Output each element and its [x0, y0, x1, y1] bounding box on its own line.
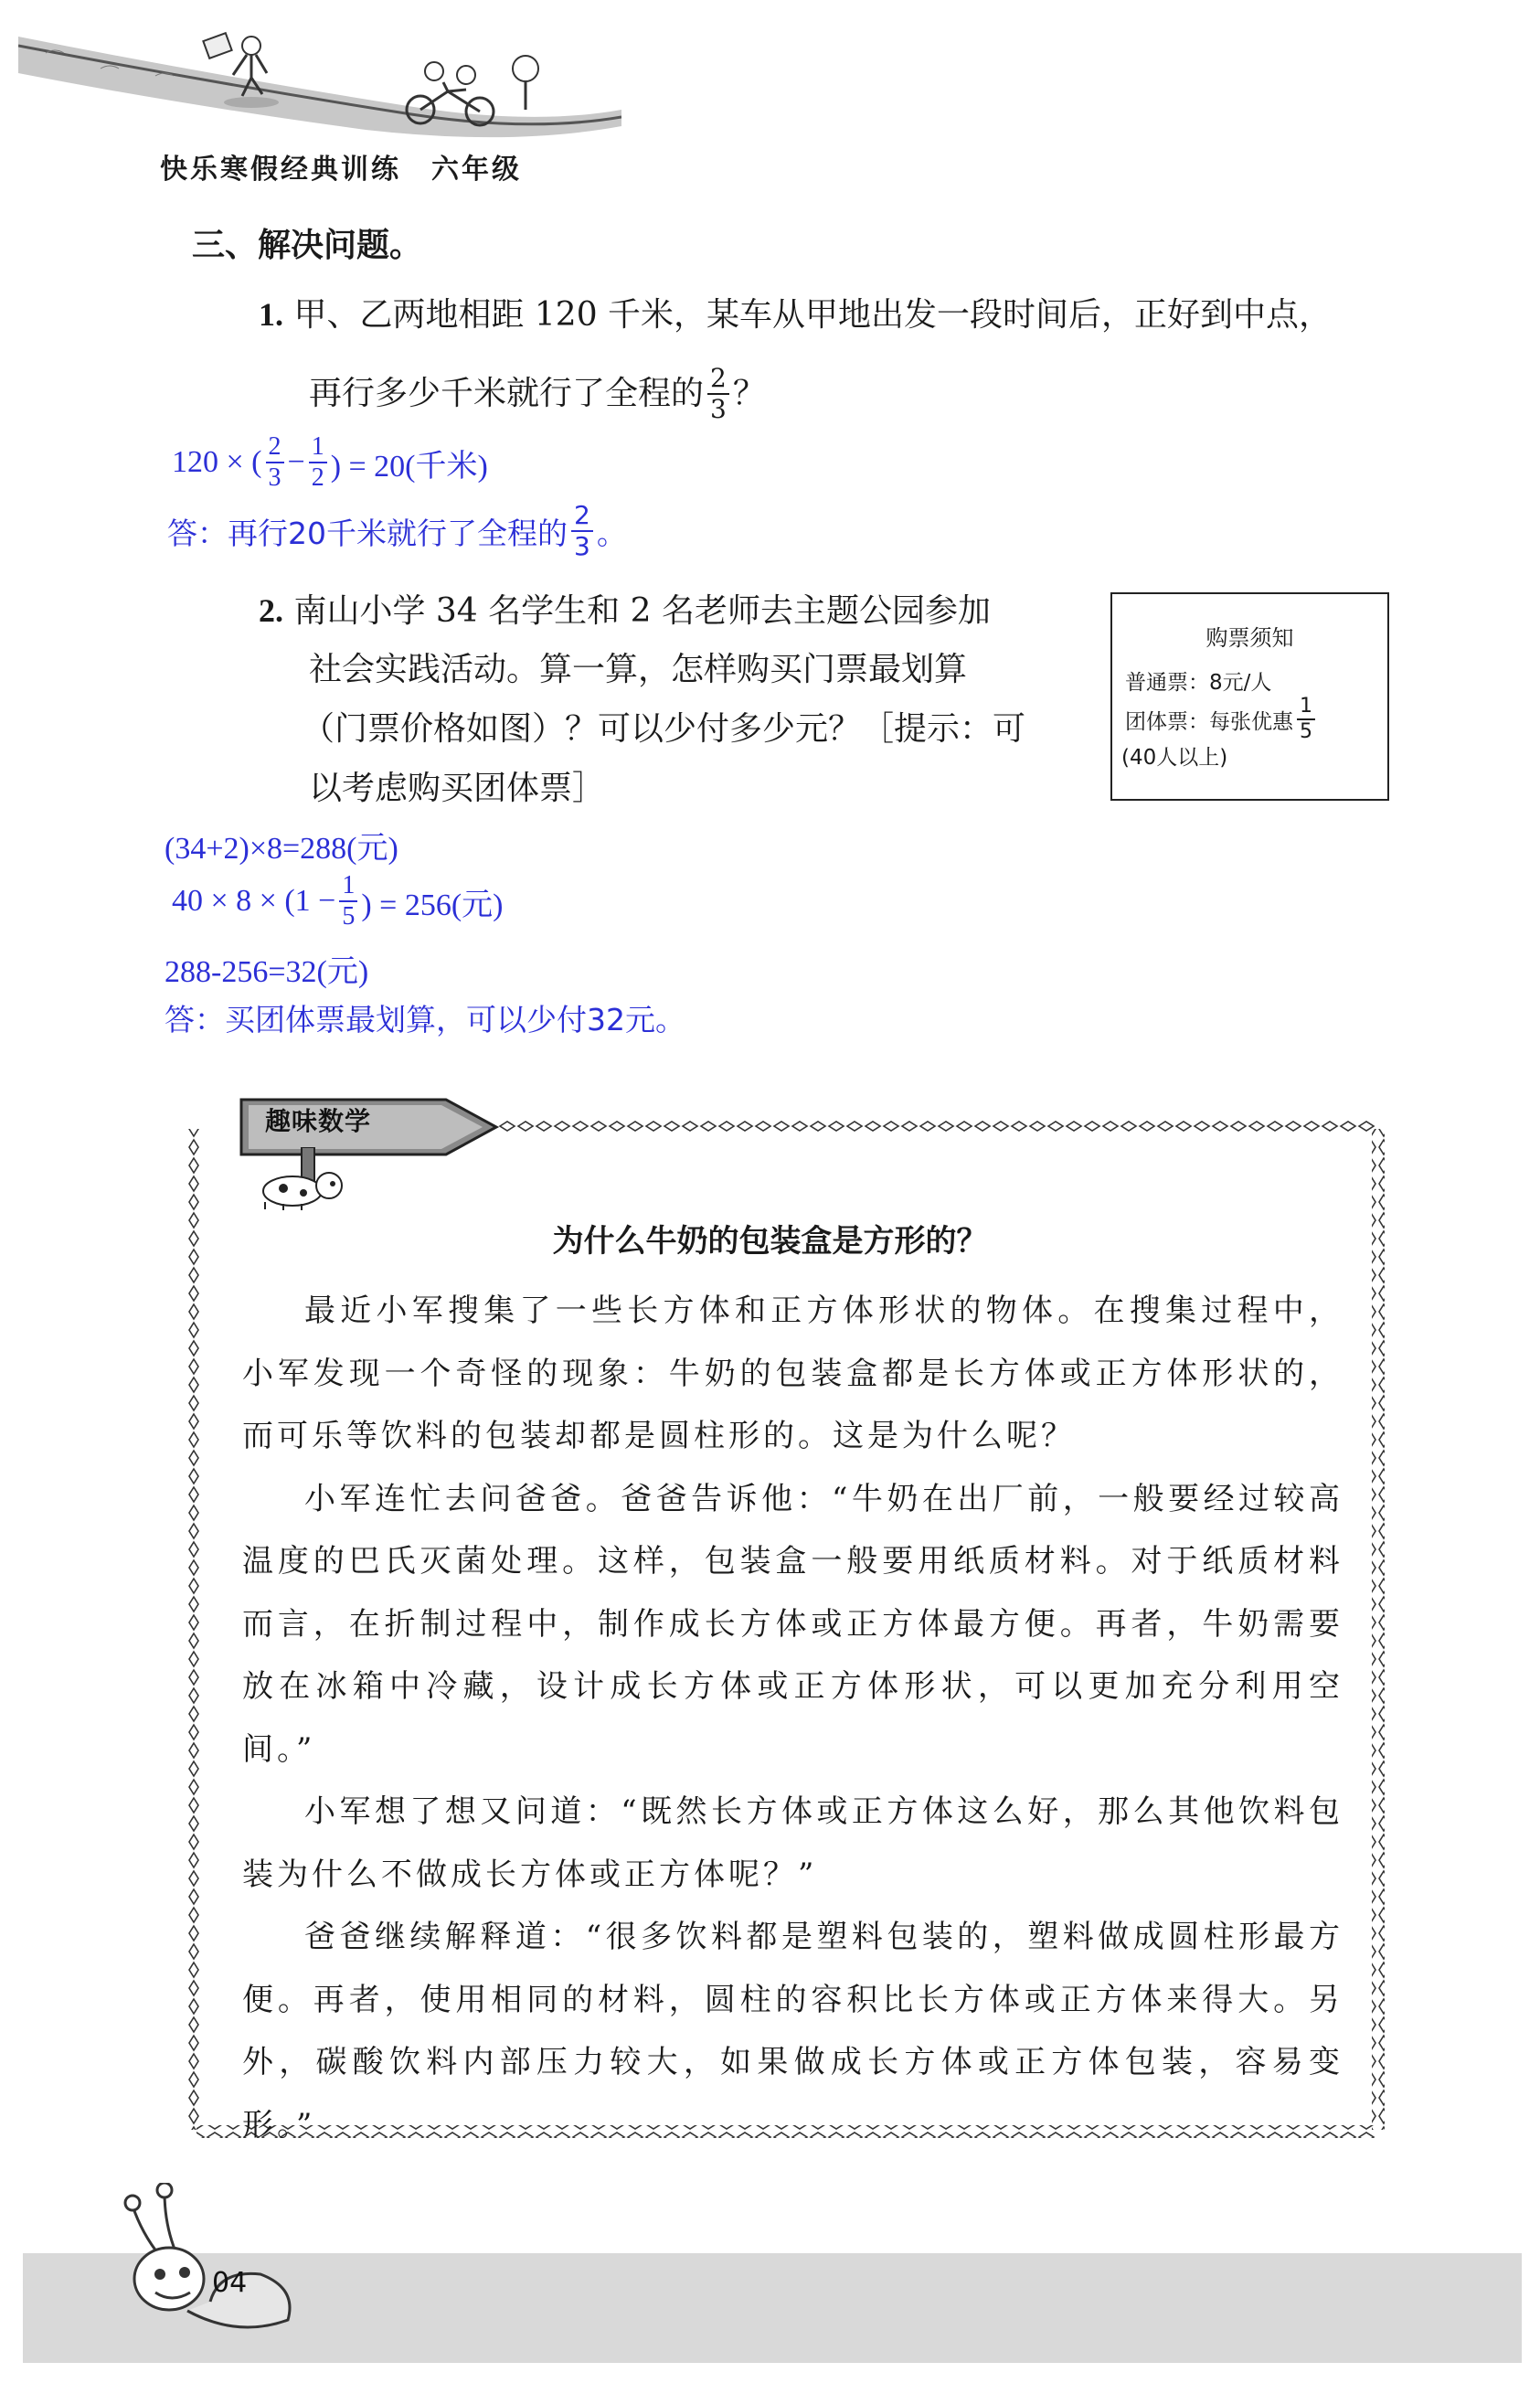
- fun-math-title: 为什么牛奶的包装盒是方形的？: [552, 1223, 988, 1260]
- answer-2-line-1: (34+2)×8=288(元): [165, 832, 398, 866]
- question-mark: ？: [732, 375, 766, 412]
- fun-math-body: [242, 1280, 1344, 2156]
- ticket-group-price: 团体票：每张优惠 $\frac{1}{5}$: [1125, 697, 1319, 742]
- fraction-two-thirds: $\frac{2}{3}$: [707, 366, 729, 422]
- question-2-line-1: [259, 594, 991, 628]
- ticket-regular-price: 普通票：8元/人: [1125, 671, 1272, 695]
- answer-1-calculation: 120 × ( $\frac{2}{3}$ − $\frac{1}{2}$ ) = 20(千米): [172, 432, 488, 492]
- question-2-number: 2.: [259, 592, 283, 629]
- answer-2-line-2: 40 × 8 × (1 − $\frac{1}{5}$ ) = 256(元): [172, 871, 504, 931]
- fun-math-badge: 趣味数学: [265, 1106, 372, 1136]
- question-2-text-1: 南山小学 34 名学生和 2 名老师去主题公园参加: [293, 592, 991, 630]
- question-1-number: 1.: [259, 296, 283, 333]
- question-2-line-2: 社会实践活动。算一算，怎样购买门票最划算: [309, 651, 968, 688]
- answer-2-line-4: 答：买团体票最划算，可以少付32元。: [165, 1002, 685, 1037]
- fun-math-paragraph: 小军连忙去问爸爸。爸爸告诉他：“牛奶在出厂前，一般要经过较高温度的巴氏灭菌处理。这样，包装盒一般要用纸质材料。对于纸质材料而言，在折制过程中，制作成长方体或正方体最方便。再者，牛奶需要放在冰箱中冷藏，设计成长方体或正方体形状，可以更加充分利用空间。”: [242, 1480, 1344, 1768]
- fun-math-paragraph: 小军想了想又问道：“既然长方体或正方体这么好，那么其他饮料包装为什么不做成长方体或正方体呢？”: [242, 1793, 1344, 1893]
- ticket-notice-box: [1110, 592, 1389, 801]
- dog-icon: [247, 1147, 366, 1211]
- question-2-line-3: （门票价格如图）？可以少付多少元？［提示：可: [302, 710, 1026, 748]
- question-1-line-1: [259, 298, 1332, 332]
- fun-math-paragraph: 爸爸继续解释道：“很多饮料都是塑料包装的，塑料做成圆柱形最方便。再者，使用相同的材料，圆柱的容积比长方体或正方体来得大。另外，碳酸饮料内部压力较大，如果做成长方体或正方体包装，容易变形。”: [242, 1919, 1344, 2144]
- question-2-line-4: 以考虑购买团体票］: [309, 770, 606, 807]
- header-title: 快乐寒假经典训练 六年级: [160, 154, 522, 186]
- snail-icon: [101, 2183, 302, 2347]
- section-heading: 三、解决问题。: [192, 227, 423, 264]
- ticket-title: 购票须知: [1205, 625, 1294, 651]
- answer-2-line-3: 288-256=32(元): [165, 955, 369, 989]
- question-1-text: 甲、乙两地相距 120 千米，某车从甲地出发一段时间后，正好到中点，: [293, 296, 1333, 334]
- answer-1-statement: 答：再行20千米就行了全程的 $\frac{2}{3}$ 。: [167, 500, 627, 561]
- ticket-group-note: (40人以上): [1121, 746, 1228, 770]
- header-hill-illustration: [18, 18, 621, 146]
- question-1-text-2: 再行多少千米就行了全程的: [309, 375, 705, 412]
- question-1-line-2: [309, 363, 766, 424]
- page-number: 04: [212, 2267, 248, 2299]
- fun-math-paragraph: 最近小军搜集了一些长方体和正方体形状的物体。在搜集过程中，小军发现一个奇怪的现象：牛奶的包装盒都是长方体或正方体形状的，而可乐等饮料的包装却都是圆柱形的。这是为什么呢？: [242, 1293, 1344, 1454]
